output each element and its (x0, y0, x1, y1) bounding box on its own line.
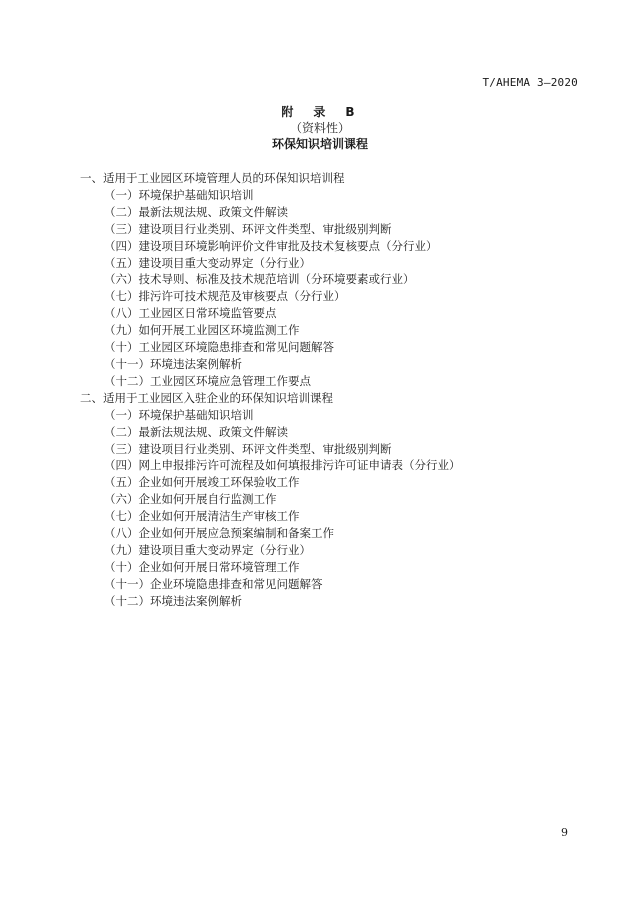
list-item: （一）环境保护基础知识培训 (104, 187, 254, 202)
list-item: （十）企业如何开展日常环境管理工作 (104, 559, 300, 574)
list-item: （十一）环境违法案例解析 (104, 356, 242, 371)
appendix-nature: （资料性） (289, 121, 350, 135)
list-item: （四）建设项目环境影响评价文件审批及技术复核要点（分行业） (104, 238, 438, 253)
list-item: （六）企业如何开展自行监测工作 (104, 492, 277, 507)
list-item: （十二）环境违法案例解析 (104, 593, 242, 608)
list-item: （十）工业园区环境隐患排查和常见问题解答 (104, 340, 334, 355)
appendix-label: 附 录 B (281, 105, 359, 119)
course-list (80, 170, 580, 610)
appendix-title: 环保知识培训课程 (271, 137, 368, 151)
standard-code: T/AHEMA 3—2020 (482, 76, 578, 89)
list-item: （六）技术导则、标准及技术规范培训（分环境要素或行业） (104, 272, 415, 287)
list-item: （七）企业如何开展清洁生产审核工作 (104, 509, 300, 524)
list-item: （十二）工业园区环境应急管理工作要点 (104, 373, 311, 388)
list-item: （八）工业园区日常环境监管要点 (104, 306, 277, 321)
page-number: 9 (561, 826, 568, 839)
list-item: （一）环境保护基础知识培训 (104, 407, 254, 422)
section-title: 一、适用于工业园区环境管理人员的环保知识培训程 (80, 171, 345, 185)
list-item: （五）企业如何开展竣工环保验收工作 (104, 475, 300, 490)
section-title: 二、适用于工业园区入驻企业的环保知识培训课程 (80, 390, 333, 405)
section-management-staff (80, 170, 580, 390)
list-item: （七）排污许可技术规范及审核要点（分行业） (104, 289, 346, 304)
list-item: （二）最新法规法规、政策文件解读 (104, 204, 288, 219)
appendix-heading (0, 104, 640, 152)
list-item: （三）建设项目行业类别、环评文件类型、审批级别判断 (104, 221, 392, 236)
list-item: （三）建设项目行业类别、环评文件类型、审批级别判断 (104, 441, 392, 456)
list-item: （五）建设项目重大变动界定（分行业） (104, 255, 311, 270)
list-item: （十一）企业环境隐患排查和常见问题解答 (104, 576, 323, 591)
section-resident-enterprises (80, 390, 580, 610)
list-item: （四）网上申报排污许可流程及如何填报排污许可证申请表（分行业） (104, 458, 461, 473)
list-item: （二）最新法规法规、政策文件解读 (104, 424, 288, 439)
list-item: （九）如何开展工业园区环境监测工作 (104, 323, 300, 338)
list-item: （八）企业如何开展应急预案编制和备案工作 (104, 526, 334, 541)
list-item: （九）建设项目重大变动界定（分行业） (104, 542, 311, 557)
